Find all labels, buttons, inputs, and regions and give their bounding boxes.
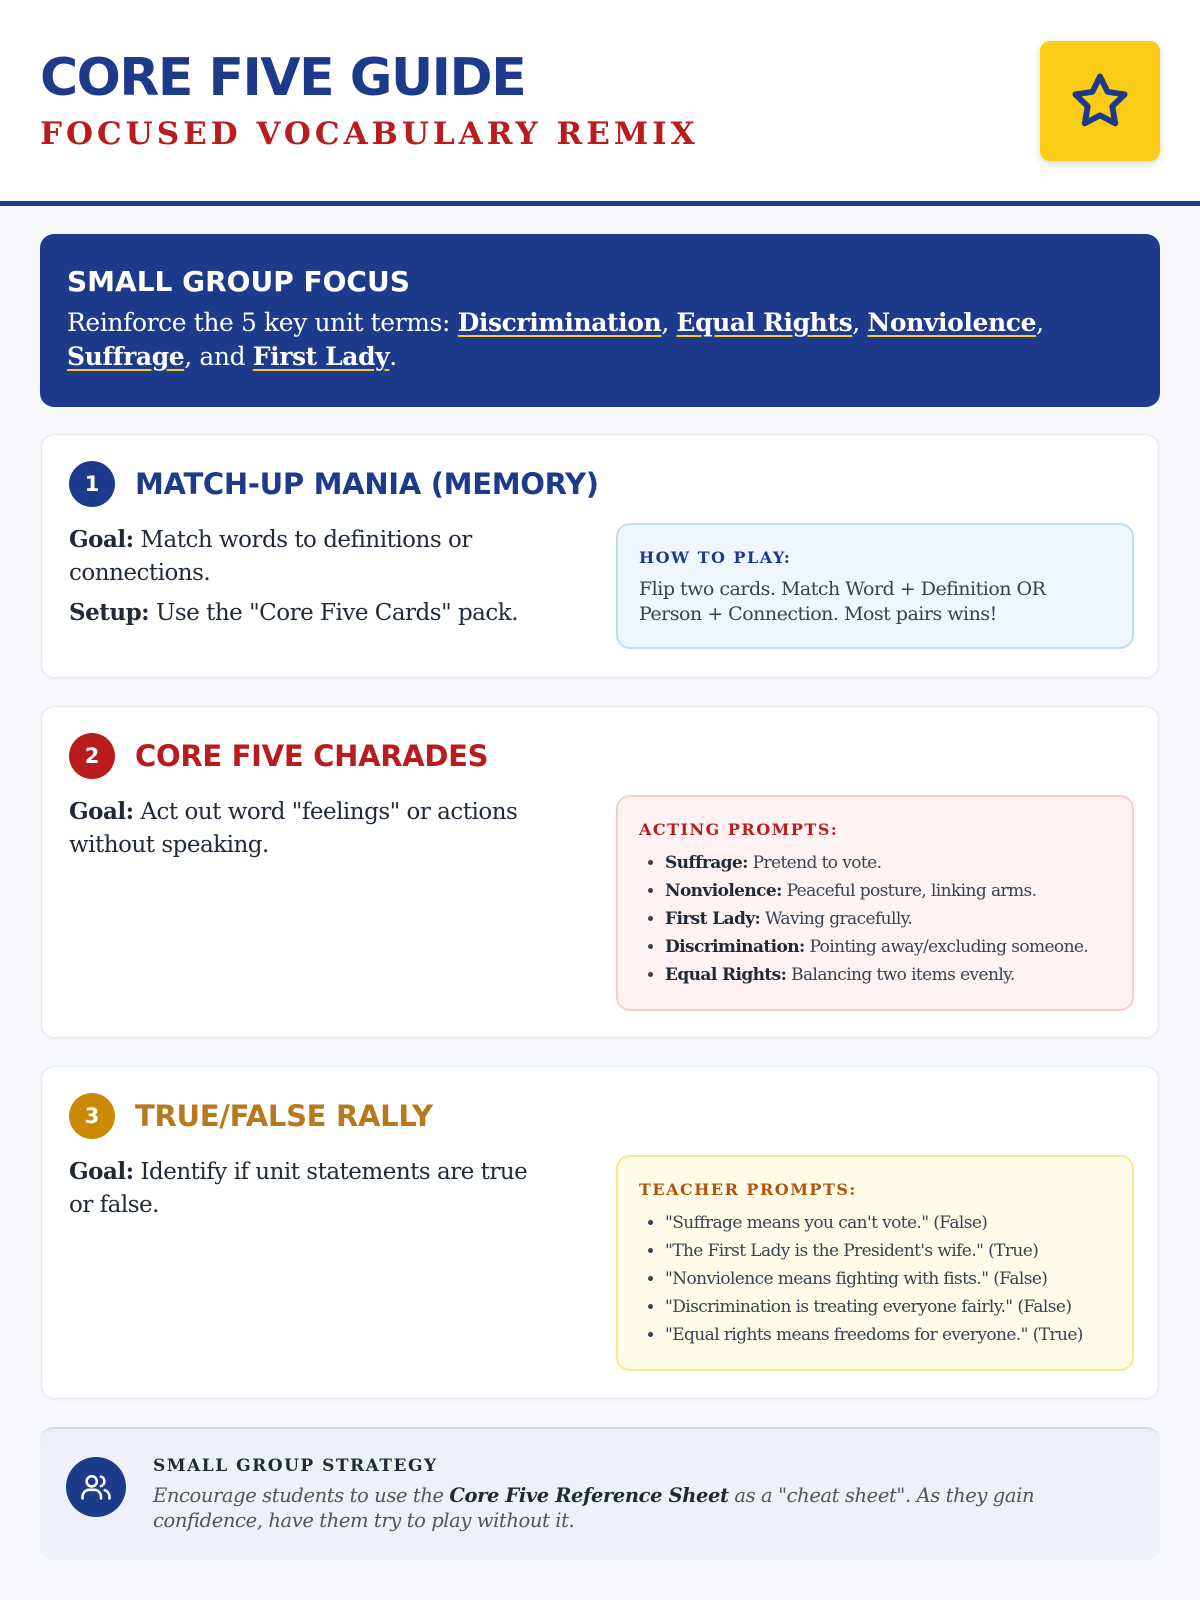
activity-title: CORE FIVE CHARADES bbox=[135, 739, 489, 773]
goal-text: Act out word "feelings" or actions without speaking. bbox=[69, 799, 518, 858]
list-item: • "The First Lady is the President's wife." (True) bbox=[665, 1237, 1112, 1265]
prompt-term: First Lady: bbox=[665, 909, 761, 929]
focus-text bbox=[67, 306, 1134, 374]
strategy-highlight: Core Five Reference Sheet bbox=[449, 1484, 729, 1507]
list-item bbox=[665, 877, 1112, 905]
prompt-text: Waving gracefully. bbox=[760, 909, 913, 929]
focus-separator: , bbox=[852, 308, 868, 337]
box-text: Flip two cards. Match Word + Definition OR Person + Connection. Most pairs wins! bbox=[639, 578, 1046, 625]
small-group-focus-banner bbox=[40, 234, 1160, 407]
activity-number-badge: 2 bbox=[69, 733, 115, 779]
activity-card-1 bbox=[41, 434, 1159, 678]
strategy-text-before: Encourage students to use the bbox=[153, 1484, 450, 1507]
prompt-text: Pointing away/excluding someone. bbox=[804, 937, 1089, 957]
prompt-term: Nonviolence: bbox=[665, 881, 782, 901]
acting-prompts-list bbox=[639, 849, 1112, 989]
list-item bbox=[665, 961, 1112, 989]
focus-term: Equal Rights bbox=[676, 308, 853, 337]
page-subtitle: FOCUSED VOCABULARY REMIX bbox=[40, 116, 699, 152]
activity-number-badge: 1 bbox=[69, 461, 115, 507]
teacher-prompts-box bbox=[616, 1155, 1134, 1371]
focus-end: . bbox=[389, 342, 397, 371]
activity-card-2 bbox=[41, 706, 1159, 1038]
activity-title: MATCH-UP MANIA (MEMORY) bbox=[135, 467, 599, 501]
focus-separator: , bbox=[1036, 308, 1044, 337]
list-item: • "Suffrage means you can't vote." (False) bbox=[665, 1209, 1112, 1237]
prompt-term: Suffrage: bbox=[665, 853, 748, 873]
prompt-term: Discrimination: bbox=[665, 937, 805, 957]
prompt-text: Pretend to vote. bbox=[747, 853, 882, 873]
goal-label: Goal: bbox=[69, 1158, 134, 1185]
goal-text: Match words to definitions or connections. bbox=[69, 527, 472, 586]
list-item: • "Nonviolence means fighting with fists." (False) bbox=[665, 1265, 1112, 1293]
prompt-text: Balancing two items evenly. bbox=[786, 965, 1015, 985]
strategy-title: SMALL GROUP STRATEGY bbox=[153, 1456, 438, 1476]
strategy-text-after: as a "cheat sheet". As they gain confidence, have them try to play without it. bbox=[153, 1484, 1035, 1532]
star-icon bbox=[1068, 69, 1132, 133]
activity-card-3 bbox=[41, 1066, 1159, 1399]
prompt-text: Peaceful posture, linking arms. bbox=[781, 881, 1037, 901]
activity-description bbox=[69, 1155, 539, 1228]
users-icon bbox=[79, 1470, 113, 1504]
strategy-text bbox=[153, 1483, 1113, 1533]
prompt-term: Equal Rights: bbox=[665, 965, 787, 985]
activity-description bbox=[69, 795, 539, 868]
list-item: • "Discrimination is treating everyone fairly." (False) bbox=[665, 1293, 1112, 1321]
activity-number-badge: 3 bbox=[69, 1093, 115, 1139]
goal-label: Goal: bbox=[69, 798, 134, 825]
focus-intro: Reinforce the 5 key unit terms: bbox=[67, 308, 458, 337]
acting-prompts-box bbox=[616, 795, 1134, 1011]
page-header bbox=[0, 0, 1200, 206]
setup-text: Use the "Core Five Cards" pack. bbox=[149, 600, 519, 626]
focus-term: Discrimination bbox=[457, 308, 662, 337]
small-group-strategy bbox=[40, 1427, 1160, 1560]
focus-separator: , bbox=[661, 308, 677, 337]
strategy-icon-badge bbox=[66, 1457, 126, 1517]
focus-term: Nonviolence bbox=[867, 308, 1037, 337]
list-item bbox=[665, 849, 1112, 877]
activity-description bbox=[69, 523, 539, 636]
activity-title: TRUE/FALSE RALLY bbox=[135, 1099, 433, 1133]
list-item bbox=[665, 905, 1112, 933]
list-item bbox=[665, 933, 1112, 961]
teacher-prompts-list bbox=[639, 1209, 1112, 1349]
setup-label: Setup: bbox=[69, 599, 150, 626]
focus-title: SMALL GROUP FOCUS bbox=[67, 265, 410, 298]
list-item: • "Equal rights means freedoms for everyone." (True) bbox=[665, 1321, 1112, 1349]
box-title: ACTING PROMPTS: bbox=[639, 820, 839, 839]
goal-text: Identify if unit statements are true or false. bbox=[69, 1159, 528, 1218]
page-title: CORE FIVE GUIDE bbox=[40, 48, 526, 108]
focus-term: Suffrage bbox=[67, 342, 185, 371]
focus-separator: , and bbox=[184, 342, 253, 371]
goal-label: Goal: bbox=[69, 526, 134, 553]
how-to-play-box bbox=[616, 523, 1134, 649]
star-badge bbox=[1040, 41, 1160, 161]
focus-term: First Lady bbox=[252, 342, 390, 371]
box-title: TEACHER PROMPTS: bbox=[639, 1180, 857, 1199]
box-title: HOW TO PLAY: bbox=[639, 548, 792, 567]
